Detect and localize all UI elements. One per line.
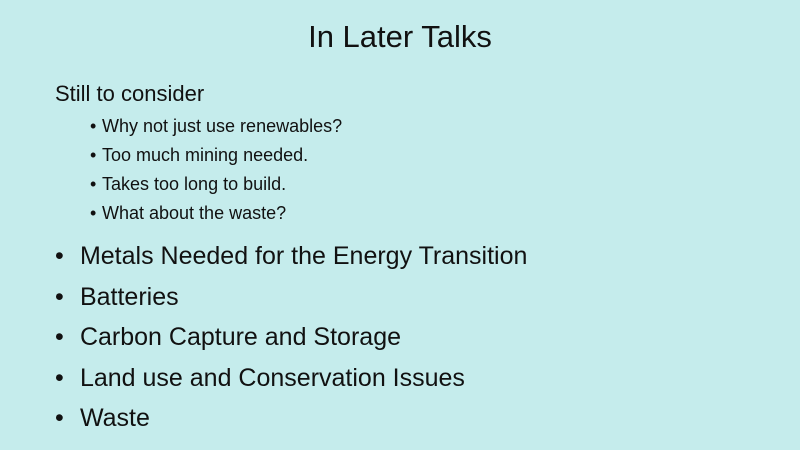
lead-line: Still to consider (55, 81, 205, 106)
bullet-icon: • (55, 323, 64, 352)
list-item-label: Metals Needed for the Energy Transition (79, 242, 528, 271)
list-item-label: Carbon Capture and Storage (79, 323, 401, 352)
list-item (55, 112, 775, 141)
list-item (55, 358, 775, 399)
bullet-icon: • (90, 115, 97, 136)
list-item (55, 398, 775, 439)
list-item (55, 277, 775, 318)
bullet-icon: • (90, 202, 97, 223)
list-item-label: Takes too long to build. (102, 173, 287, 194)
bullet-icon: • (55, 363, 64, 392)
list-item (55, 199, 775, 228)
list-item-label: What about the waste? (102, 202, 287, 223)
bullet-icon: • (55, 282, 64, 311)
list-item-label: Land use and Conservation Issues (79, 363, 465, 392)
list-item-label: Waste (79, 404, 150, 433)
list-item (55, 170, 775, 199)
list-item-label: Too much mining needed. (102, 144, 309, 165)
sub-bullet-list (55, 112, 775, 229)
bullet-icon: • (90, 144, 97, 165)
page-title: In Later Talks (308, 19, 492, 54)
slide-body (55, 80, 775, 439)
bullet-icon: • (55, 242, 64, 271)
list-item (55, 317, 775, 358)
bullet-icon: • (90, 173, 97, 194)
list-item (55, 236, 775, 277)
main-bullet-list (55, 236, 775, 439)
bullet-icon: • (55, 404, 64, 433)
list-item-label: Batteries (79, 282, 179, 311)
list-item (55, 141, 775, 170)
list-item-label: Why not just use renewables? (102, 115, 343, 136)
